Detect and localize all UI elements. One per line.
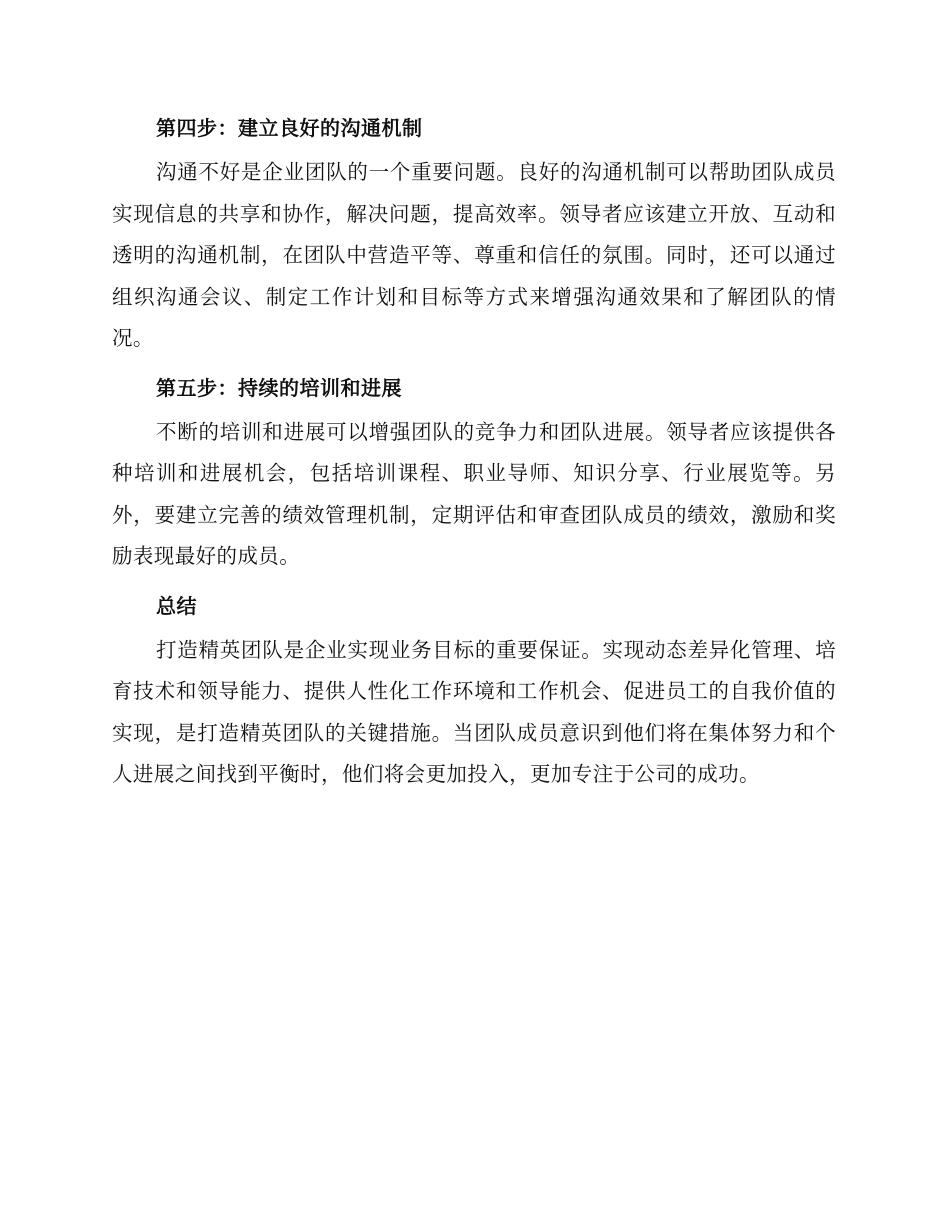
section-body-step-five: 不断的培训和进展可以增强团队的竞争力和团队进展。领导者应该提供各种培训和进展机会，包括培训课程、职业导师、知识分享、行业展览等。另外，要建立完善的绩效管理机制，定期评估和审查团队成员的绩效，激励和奖励表现最好的成员。 <box>112 419 836 568</box>
section-heading-step-four: 第四步：建立良好的沟通机制 <box>156 116 423 140</box>
section-body-summary: 打造精英团队是企业实现业务目标的重要保证。实现动态差异化管理、培育技术和领导能力、提供人性化工作环境和工作机会、促进员工的自我价值的实现，是打造精英团队的关键措施。当团队成员意识到他们将在集体努力和个人进展之间找到平衡时，他们将会更加投入，更加专注于公司的成功。 <box>112 637 836 786</box>
section-heading-step-five: 第五步：持续的培训和进展 <box>156 375 402 400</box>
section-heading-summary: 总结 <box>156 593 197 618</box>
document-content <box>112 108 836 804</box>
section-body-step-four: 沟通不好是企业团队的一个重要问题。良好的沟通机制可以帮助团队成员实现信息的共享和协作，解决问题，提高效率。领导者应该建立开放、互动和透明的沟通机制，在团队中营造平等、尊重和信任的氛围。同时，还可以通过组织沟通会议、制定工作计划和目标等方式来增强沟通效果和了解团队的情况。 <box>112 160 836 350</box>
